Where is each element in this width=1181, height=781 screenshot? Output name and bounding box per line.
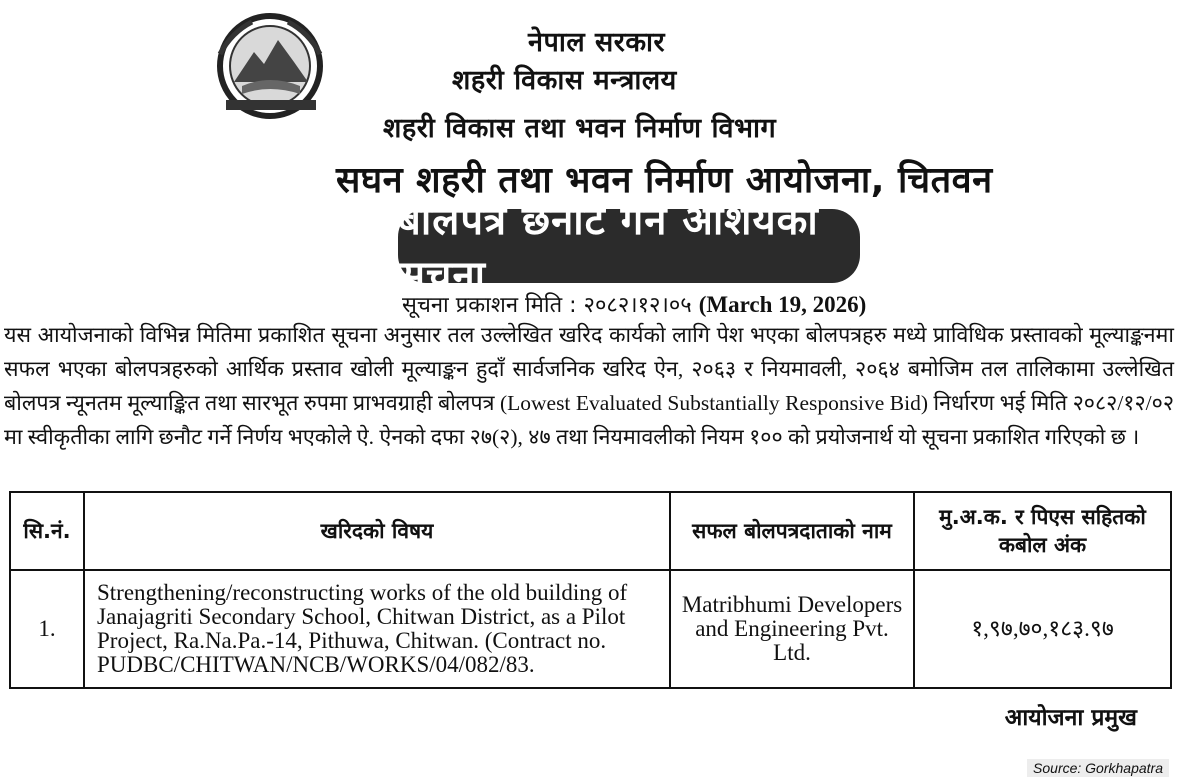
notice-title-banner [398,198,860,299]
publication-label: सूचना प्रकाशन मिति : २०८२।१२।०५ [402,293,692,318]
notice-paragraph: यस आयोजनाको विभिन्न मितिमा प्रकाशित सूचना अनुसार तल उल्लेखित खरिद कार्यको लागि पेश भएका बोलपत्रहरु मध्ये प्राविधिक प्रस्तावको मूल्याङ्कनमा सफल भएका बोलपत्रहरुको आर्थिक प्रस्ताव खोली मूल्याङ्कन हुदाँ सार्वजनिक खरिद ऐन, २०६३ र नियमावली, २०६४ बमोजिम तल तालिकामा उल्लेखित बोलपत्र न्यूनतम मूल्याङ्कित तथा सारभूत रुपमा प्राभवग्राही बोलपत्र (Lowest Evaluated Substantially Responsive Bid) निर्धारण भई मिति २०८२/१२/०२ मा स्वीकृतीका लागि छनौट गर्ने निर्णय भएकोले ऐ. ऐनको दफा २७(२), ४७ तथा नियमावलीको नियम १०० को प्रयोजनार्थ यो सूचना प्रकाशित गरिएको छ । [4,323,1174,449]
publication-date-line [402,289,866,319]
row-bidder: Matribhumi Developers and Engineering Pvt. Ltd. [670,570,914,688]
row-subject: Strengthening/reconstructing works of the old building of Janajagriti Secondary School, Chitwan District, as a Pilot Project, Ra.Na.Pa.-14, Pithuwa, Chitwan. (Contract no. PUDBC/CHITWAN/NCB/WORKS/04/082/83. [84,570,670,688]
table-header-row [10,492,1171,570]
project-name: सघन शहरी तथा भवन निर्माण आयोजना, चितवन [336,160,993,201]
row-serial: 1. [10,570,84,688]
header-serial: सि.नं. [10,492,84,570]
source-credit: Source: Gorkhapatra [1027,759,1169,777]
header-bidder: सफल बोलपत्रदाताको नाम [670,492,914,570]
publication-date-english: (March 19, 2026) [698,292,867,317]
notice-title: बोलपत्र छनौट गर्ने आशयको सूचना [398,198,819,299]
ministry-name: शहरी विकास मन्त्रालय [452,65,677,96]
row-amount: १,९७,७०,१८३.९७ [914,570,1171,688]
table-row [10,570,1171,688]
header-amount: मु.अ.क. र पिएस सहितको कबोल अंक [914,492,1171,570]
nepal-emblem-icon [212,12,330,120]
result-table [9,491,1172,689]
header-subject: खरिदको विषय [84,492,670,570]
government-name: नेपाल सरकार [528,27,666,58]
department-name: शहरी विकास तथा भवन निर्माण विभाग [383,113,777,144]
signer-title: आयोजना प्रमुख [1004,705,1137,731]
